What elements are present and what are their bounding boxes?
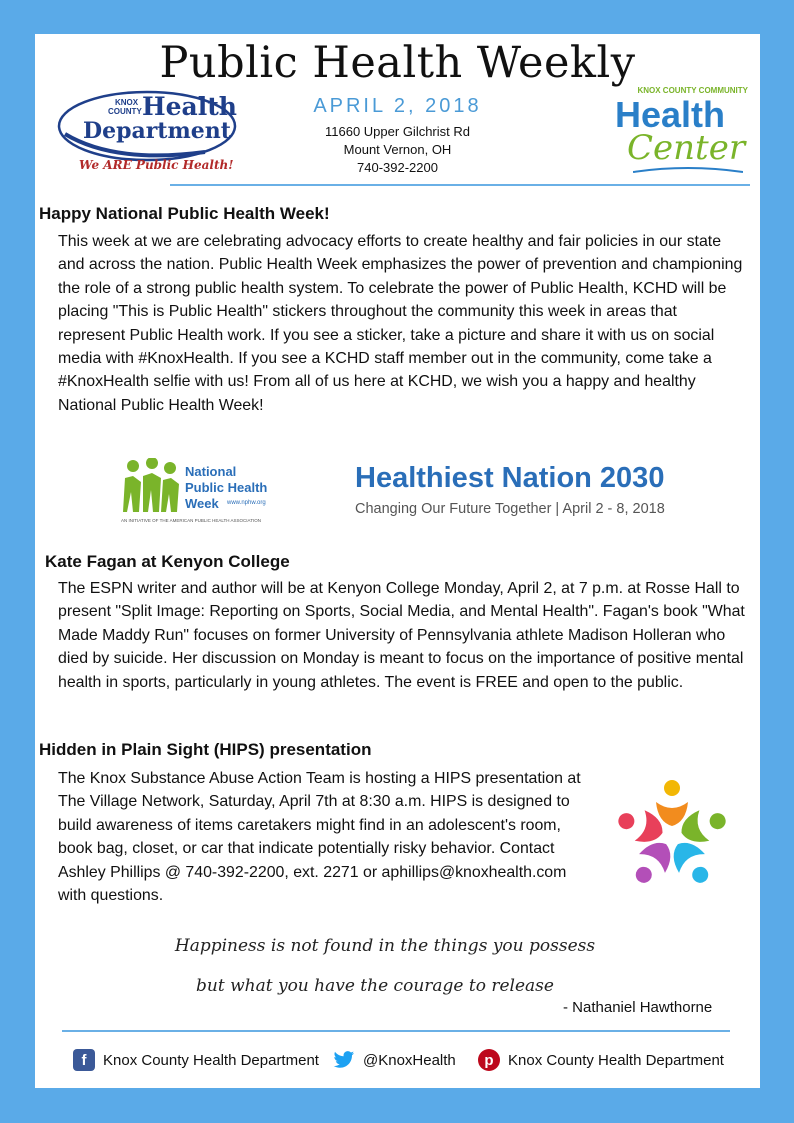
header-divider [170,184,750,186]
healthiest-nation-title: Healthiest Nation 2030 [355,462,665,494]
quote-line-1: Happiness is not found in the things you possess [174,936,596,956]
address-street: 11660 Upper Gilchrist Rd [325,124,470,139]
twitter-label: @KnoxHealth [363,1051,456,1069]
section-heading-hips: Hidden in Plain Sight (HIPS) presentation [39,740,372,759]
healthiest-nation-subtitle: Changing Our Future Together | April 2 - 8, 2018 [355,501,665,517]
phone-number: 740-392-2200 [357,160,438,175]
health-center-logo-small: KNOX COUNTY COMMUNITY [637,86,748,95]
twitter-link[interactable] [333,1049,456,1071]
newsletter-title: Public Health Weekly [159,38,636,88]
nphw-logo-line1: National [185,464,237,479]
facebook-icon: f [73,1049,95,1071]
section-heading-public-health-week: Happy National Public Health Week! [39,204,330,223]
twitter-icon [333,1049,355,1071]
quote-author: - Nathaniel Hawthorne [563,999,713,1016]
section-body-kate-fagan: The ESPN writer and author will be at Kenyon College Monday, April 2, at 7 p.m. at Rosse Hall to present "Split Image: Reporting on Sports, Social Media, and Mental Health". Fagan's book "What Made Maddy Run" focuses on former University of Pennsylvania athlete Madison Holleran who died by suicide. Her discussion on Monday is meant to focus on the importance of positive mental health in sports, particularly in young athletes. The event is FREE and open to the public. [58,580,745,691]
pinterest-label: Knox County Health Department [508,1051,724,1069]
pinterest-link[interactable] [478,1049,724,1071]
nphw-logo-line2: Public Health [185,480,268,495]
facebook-label: Knox County Health Department [103,1051,319,1069]
section-body-public-health-week: This week at we are celebrating advocacy efforts to create healthy and fair policies in our state and across the nation. Public Health Week emphasizes the power of prevention and championing the role of a strong public health system. To celebrate the power of Public Health, KCHD will be placing "This is Public Health" stickers throughout the community this week in areas that represent Public Health work. If you see a sticker, take a picture and share it with us on social media with #KnoxHealth. If you see a KCHD staff member out in the community, come take a #KnoxHealth selfie with us! From all of us here at KCHD, we wish you a happy and healthy National Public Health Week! [58,233,743,414]
health-center-logo-center: Center [627,128,746,168]
kchd-logo-knox: KNOX [115,98,139,107]
kchd-logo-county: COUNTY [108,107,142,116]
kchd-logo [55,86,245,176]
nphw-logo-footer: AN INITIATIVE OF THE AMERICAN PUBLIC HEALTH ASSOCIATION [121,518,261,523]
footer-divider [62,1030,730,1032]
section-body-hips: The Knox Substance Abuse Action Team is hosting a HIPS presentation at The Village Network, Saturday, April 7th at 8:30 a.m. HIPS is designed to build awareness of items caretakers might find in an adolescent's room, book bag, closet, or car that indicate potentially risky behavior. Contact Ashley Phillips @ 740-392-2200, ext. 2271 or aphillips@knoxhealth.com with questions. [58,770,581,905]
section-heading-kate-fagan: Kate Fagan at Kenyon College [45,552,290,571]
kchd-logo-department: Department [83,118,231,144]
health-center-logo-health: Health [615,94,726,135]
hips-community-logo [603,774,741,899]
quote-line-2: but what you have the courage to release [196,976,554,996]
facebook-link[interactable] [73,1049,319,1071]
nphw-logo [121,454,281,544]
kchd-logo-health: Health [142,92,237,121]
healthiest-nation-logo [355,462,705,522]
newsletter-page [35,34,760,1088]
nphw-logo-line3: Week [185,496,219,511]
issue-date: APRIL 2, 2018 [313,95,482,117]
nphw-logo-url: www.nphw.org [227,500,266,506]
pinterest-icon: p [478,1049,500,1071]
address-city: Mount Vernon, OH [343,142,452,157]
health-center-logo [613,86,748,178]
kchd-logo-tagline: We ARE Public Health! [79,158,234,172]
